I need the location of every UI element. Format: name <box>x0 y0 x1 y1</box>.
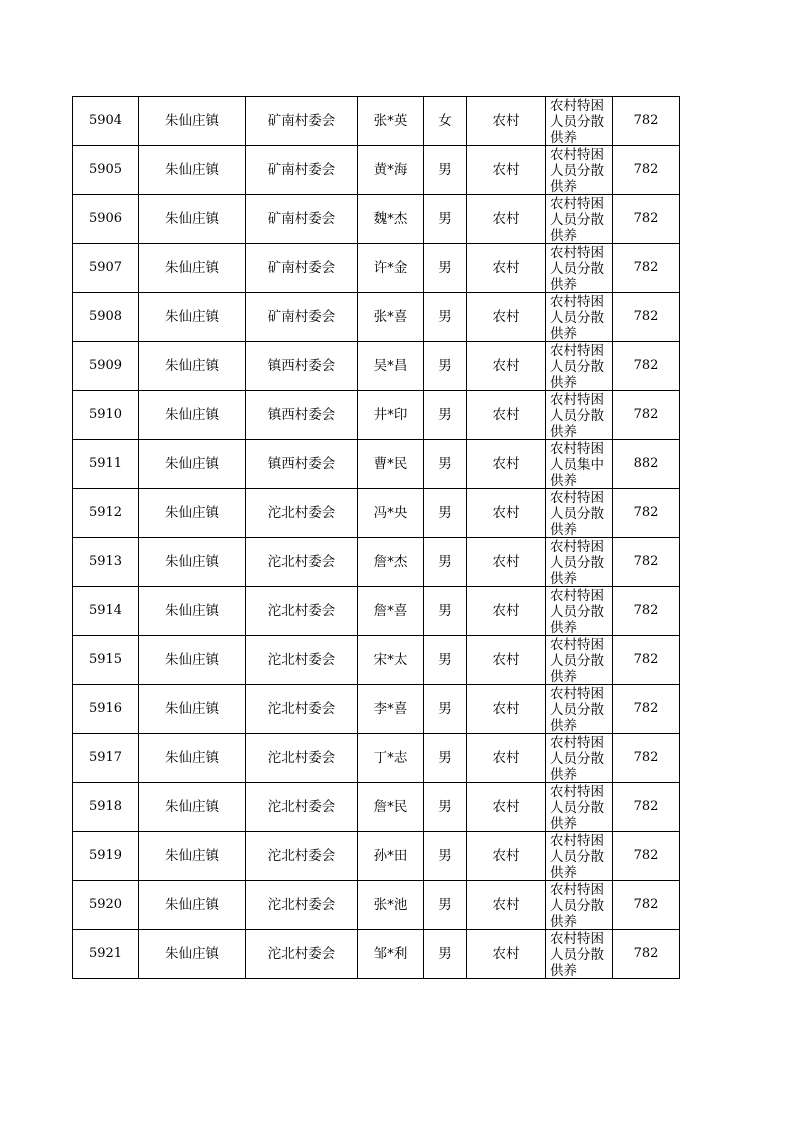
table-row <box>73 538 680 587</box>
support-type-text: 农村特困人员分散供养 <box>550 196 604 243</box>
town-cell: 朱仙庄镇 <box>139 685 246 734</box>
gender-cell: 男 <box>424 587 467 636</box>
town-cell: 朱仙庄镇 <box>139 881 246 930</box>
support-type-text: 农村特困人员分散供养 <box>550 686 604 733</box>
town-cell: 朱仙庄镇 <box>139 146 246 195</box>
amount-cell: 782 <box>613 391 680 440</box>
residence-type-cell: 农村 <box>467 930 546 979</box>
support-type-cell <box>546 832 613 881</box>
village-committee-cell: 沱北村委会 <box>246 685 358 734</box>
village-committee-cell: 沱北村委会 <box>246 734 358 783</box>
amount-cell: 782 <box>613 146 680 195</box>
record-id-cell: 5921 <box>73 930 139 979</box>
amount-cell: 782 <box>613 930 680 979</box>
village-committee-cell: 沱北村委会 <box>246 489 358 538</box>
residence-type-cell: 农村 <box>467 440 546 489</box>
town-cell: 朱仙庄镇 <box>139 783 246 832</box>
support-type-text: 农村特困人员分散供养 <box>550 245 604 292</box>
table-row <box>73 195 680 244</box>
amount-cell: 782 <box>613 342 680 391</box>
town-cell: 朱仙庄镇 <box>139 587 246 636</box>
support-type-cell <box>546 930 613 979</box>
gender-cell: 女 <box>424 97 467 146</box>
village-committee-cell: 镇西村委会 <box>246 391 358 440</box>
roster-table-body <box>73 97 680 979</box>
support-type-text: 农村特困人员分散供养 <box>550 539 604 586</box>
village-committee-cell: 沱北村委会 <box>246 636 358 685</box>
town-cell: 朱仙庄镇 <box>139 636 246 685</box>
amount-cell: 782 <box>613 685 680 734</box>
village-committee-cell: 矿南村委会 <box>246 244 358 293</box>
person-name-cell: 许*金 <box>358 244 424 293</box>
support-type-cell <box>546 636 613 685</box>
support-type-text: 农村特困人员分散供养 <box>550 784 604 831</box>
gender-cell: 男 <box>424 734 467 783</box>
record-id-cell: 5908 <box>73 293 139 342</box>
record-id-cell: 5920 <box>73 881 139 930</box>
town-cell: 朱仙庄镇 <box>139 391 246 440</box>
amount-cell: 782 <box>613 244 680 293</box>
village-committee-cell: 矿南村委会 <box>246 195 358 244</box>
support-type-cell <box>546 244 613 293</box>
record-id-cell: 5907 <box>73 244 139 293</box>
town-cell: 朱仙庄镇 <box>139 489 246 538</box>
residence-type-cell: 农村 <box>467 685 546 734</box>
support-type-cell <box>546 146 613 195</box>
support-type-cell <box>546 685 613 734</box>
amount-cell: 782 <box>613 734 680 783</box>
residence-type-cell: 农村 <box>467 783 546 832</box>
support-type-cell <box>546 391 613 440</box>
town-cell: 朱仙庄镇 <box>139 293 246 342</box>
gender-cell: 男 <box>424 195 467 244</box>
record-id-cell: 5904 <box>73 97 139 146</box>
person-name-cell: 邹*利 <box>358 930 424 979</box>
support-type-cell <box>546 342 613 391</box>
village-committee-cell: 沱北村委会 <box>246 881 358 930</box>
person-name-cell: 李*喜 <box>358 685 424 734</box>
town-cell: 朱仙庄镇 <box>139 832 246 881</box>
person-name-cell: 曹*民 <box>358 440 424 489</box>
table-row <box>73 391 680 440</box>
person-name-cell: 詹*喜 <box>358 587 424 636</box>
gender-cell: 男 <box>424 685 467 734</box>
town-cell: 朱仙庄镇 <box>139 342 246 391</box>
support-type-text: 农村特困人员集中供养 <box>550 441 604 488</box>
village-committee-cell: 沱北村委会 <box>246 538 358 587</box>
residence-type-cell: 农村 <box>467 587 546 636</box>
residence-type-cell: 农村 <box>467 244 546 293</box>
town-cell: 朱仙庄镇 <box>139 244 246 293</box>
table-row <box>73 734 680 783</box>
table-row <box>73 685 680 734</box>
person-name-cell: 井*印 <box>358 391 424 440</box>
village-committee-cell: 矿南村委会 <box>246 97 358 146</box>
person-name-cell: 吴*昌 <box>358 342 424 391</box>
support-type-text: 农村特困人员分散供养 <box>550 392 604 439</box>
support-type-text: 农村特困人员分散供养 <box>550 735 604 782</box>
table-row <box>73 930 680 979</box>
gender-cell: 男 <box>424 489 467 538</box>
amount-cell: 782 <box>613 293 680 342</box>
village-committee-cell: 沱北村委会 <box>246 587 358 636</box>
residence-type-cell: 农村 <box>467 146 546 195</box>
gender-cell: 男 <box>424 930 467 979</box>
town-cell: 朱仙庄镇 <box>139 440 246 489</box>
residence-type-cell: 农村 <box>467 636 546 685</box>
residence-type-cell: 农村 <box>467 489 546 538</box>
support-type-cell <box>546 587 613 636</box>
support-type-cell <box>546 734 613 783</box>
support-type-text: 农村特困人员分散供养 <box>550 343 604 390</box>
table-row <box>73 244 680 293</box>
support-type-text: 农村特困人员分散供养 <box>550 833 604 880</box>
gender-cell: 男 <box>424 538 467 587</box>
support-type-cell <box>546 881 613 930</box>
residence-type-cell: 农村 <box>467 293 546 342</box>
amount-cell: 882 <box>613 440 680 489</box>
support-type-text: 农村特困人员分散供养 <box>550 637 604 684</box>
record-id-cell: 5917 <box>73 734 139 783</box>
gender-cell: 男 <box>424 832 467 881</box>
village-committee-cell: 沱北村委会 <box>246 930 358 979</box>
amount-cell: 782 <box>613 489 680 538</box>
table-row <box>73 587 680 636</box>
record-id-cell: 5911 <box>73 440 139 489</box>
residence-type-cell: 农村 <box>467 195 546 244</box>
person-name-cell: 孙*田 <box>358 832 424 881</box>
amount-cell: 782 <box>613 195 680 244</box>
person-name-cell: 詹*民 <box>358 783 424 832</box>
record-id-cell: 5919 <box>73 832 139 881</box>
gender-cell: 男 <box>424 783 467 832</box>
village-committee-cell: 镇西村委会 <box>246 440 358 489</box>
record-id-cell: 5909 <box>73 342 139 391</box>
table-row <box>73 293 680 342</box>
record-id-cell: 5906 <box>73 195 139 244</box>
support-type-text: 农村特困人员分散供养 <box>550 931 604 978</box>
table-row <box>73 636 680 685</box>
person-name-cell: 魏*杰 <box>358 195 424 244</box>
village-committee-cell: 沱北村委会 <box>246 783 358 832</box>
person-name-cell: 张*喜 <box>358 293 424 342</box>
amount-cell: 782 <box>613 97 680 146</box>
table-row <box>73 342 680 391</box>
record-id-cell: 5912 <box>73 489 139 538</box>
support-type-cell <box>546 293 613 342</box>
record-id-cell: 5918 <box>73 783 139 832</box>
record-id-cell: 5910 <box>73 391 139 440</box>
gender-cell: 男 <box>424 244 467 293</box>
town-cell: 朱仙庄镇 <box>139 97 246 146</box>
table-row <box>73 881 680 930</box>
gender-cell: 男 <box>424 146 467 195</box>
person-name-cell: 宋*太 <box>358 636 424 685</box>
gender-cell: 男 <box>424 293 467 342</box>
residence-type-cell: 农村 <box>467 391 546 440</box>
residence-type-cell: 农村 <box>467 734 546 783</box>
support-type-text: 农村特困人员分散供养 <box>550 588 604 635</box>
record-id-cell: 5916 <box>73 685 139 734</box>
record-id-cell: 5914 <box>73 587 139 636</box>
support-type-text: 农村特困人员分散供养 <box>550 294 604 341</box>
support-type-cell <box>546 97 613 146</box>
amount-cell: 782 <box>613 587 680 636</box>
support-type-text: 农村特困人员分散供养 <box>550 490 604 537</box>
residence-type-cell: 农村 <box>467 97 546 146</box>
village-committee-cell: 矿南村委会 <box>246 293 358 342</box>
person-name-cell: 张*英 <box>358 97 424 146</box>
table-row <box>73 97 680 146</box>
person-name-cell: 张*池 <box>358 881 424 930</box>
amount-cell: 782 <box>613 538 680 587</box>
gender-cell: 男 <box>424 440 467 489</box>
record-id-cell: 5915 <box>73 636 139 685</box>
gender-cell: 男 <box>424 881 467 930</box>
town-cell: 朱仙庄镇 <box>139 734 246 783</box>
amount-cell: 782 <box>613 636 680 685</box>
village-committee-cell: 矿南村委会 <box>246 146 358 195</box>
support-type-text: 农村特困人员分散供养 <box>550 98 604 145</box>
gender-cell: 男 <box>424 636 467 685</box>
residence-type-cell: 农村 <box>467 342 546 391</box>
amount-cell: 782 <box>613 783 680 832</box>
table-row <box>73 489 680 538</box>
record-id-cell: 5905 <box>73 146 139 195</box>
table-row <box>73 146 680 195</box>
residence-type-cell: 农村 <box>467 832 546 881</box>
roster-table <box>72 96 680 979</box>
support-type-cell <box>546 440 613 489</box>
village-committee-cell: 沱北村委会 <box>246 832 358 881</box>
amount-cell: 782 <box>613 881 680 930</box>
village-committee-cell: 镇西村委会 <box>246 342 358 391</box>
person-name-cell: 詹*杰 <box>358 538 424 587</box>
table-row <box>73 440 680 489</box>
gender-cell: 男 <box>424 391 467 440</box>
table-row <box>73 832 680 881</box>
person-name-cell: 黄*海 <box>358 146 424 195</box>
town-cell: 朱仙庄镇 <box>139 930 246 979</box>
support-type-cell <box>546 195 613 244</box>
residence-type-cell: 农村 <box>467 881 546 930</box>
person-name-cell: 冯*央 <box>358 489 424 538</box>
town-cell: 朱仙庄镇 <box>139 538 246 587</box>
support-type-text: 农村特困人员分散供养 <box>550 147 604 194</box>
support-type-cell <box>546 538 613 587</box>
gender-cell: 男 <box>424 342 467 391</box>
support-type-cell <box>546 783 613 832</box>
town-cell: 朱仙庄镇 <box>139 195 246 244</box>
residence-type-cell: 农村 <box>467 538 546 587</box>
support-type-text: 农村特困人员分散供养 <box>550 882 604 929</box>
amount-cell: 782 <box>613 832 680 881</box>
table-row <box>73 783 680 832</box>
support-type-cell <box>546 489 613 538</box>
record-id-cell: 5913 <box>73 538 139 587</box>
person-name-cell: 丁*志 <box>358 734 424 783</box>
